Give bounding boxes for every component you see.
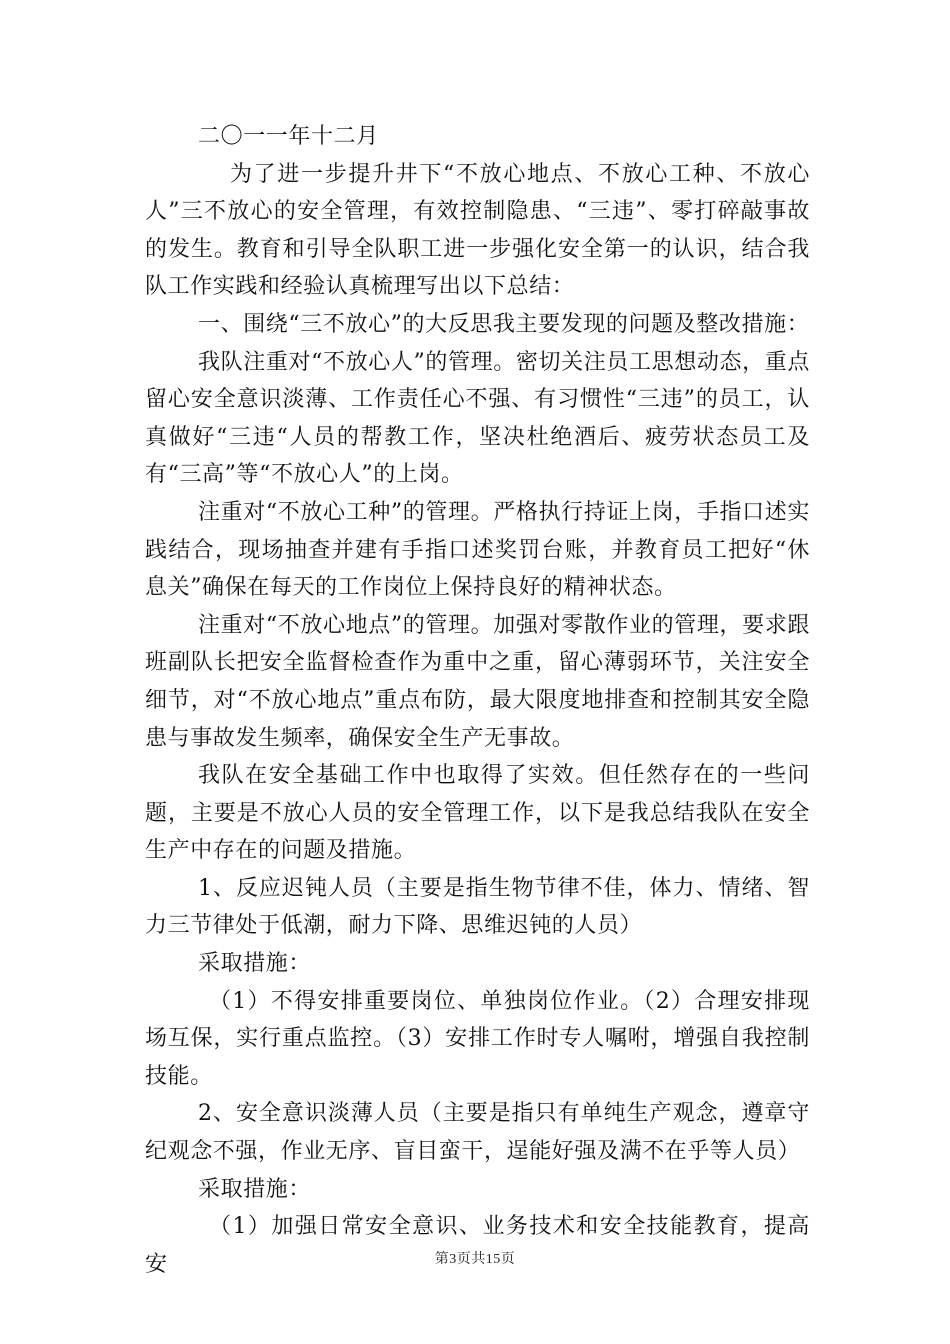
measures-label: 采取措施： bbox=[198, 1176, 312, 1202]
measures-text: （1）加强日常安全意识、业务技术和安全技能教育，提高安 bbox=[145, 1214, 810, 1277]
section-heading: 一、围绕“三不放心”的大反思我主要发现的问题及整改措施： bbox=[198, 311, 810, 337]
page-footer bbox=[0, 1248, 950, 1268]
paragraph: 注重对“不放心工种”的管理。严格执行持证上岗，手指口述实践结合，现场抽查并建有手指口述奖罚台账，并教育员工把好“休息关”确保在每天的工作岗位上保持良好的精神状态。 bbox=[145, 499, 810, 601]
list-item: 1、反应迟钝人员（主要是指生物节律不佳，体力、情绪、智力三节律处于低潮，耐力下降、思维迟钝的人员） bbox=[145, 875, 810, 939]
measures-text: （1）不得安排重要岗位、单独岗位作业。（2）合理安排现场互保，实行重点监控。（3）安排工作时专人嘱咐，增强自我控制技能。 bbox=[145, 988, 810, 1089]
paragraph: 我队注重对“不放心人”的管理。密切关注员工思想动态，重点留心安全意识淡薄、工作责任心不强、有习惯性“三违”的员工，认真做好“三违“人员的帮教工作，坚决杜绝酒后、疲劳状态员工及有“三高”等“不放心人”的上岗。 bbox=[145, 349, 810, 488]
intro-paragraph: 为了进一步提升井下“不放心地点、不放心工种、不放心人”三不放心的安全管理，有效控制隐患、“三违”、零打碎敲事故的发生。教育和引导全队职工进一步强化安全第一的认识，结合我队工作实践和经验认真梳理写出以下总结： bbox=[145, 161, 810, 300]
page-number: 第3页共15页 bbox=[434, 1252, 516, 1267]
document-body bbox=[145, 118, 810, 1283]
list-item: 2、安全意识淡薄人员（主要是指只有单纯生产观念，遵章守纪观念不强，作业无序、盲目蛮干，逞能好强及满不在乎等人员） bbox=[145, 1101, 810, 1165]
paragraph: 我队在安全基础工作中也取得了实效。但任然存在的一些问题，主要是不放心人员的安全管理工作，以下是我总结我队在安全生产中存在的问题及措施。 bbox=[145, 763, 810, 864]
paragraph: 注重对“不放心地点”的管理。加强对零散作业的管理，要求跟班副队长把安全监督检查作为重中之重，留心薄弱环节，关注安全细节，对“不放心地点”重点布防，最大限度地排查和控制其安全隐患与事故发生频率，确保安全生产无事故。 bbox=[145, 612, 810, 751]
measures-label: 采取措施： bbox=[198, 951, 312, 977]
date-line: 二〇一一年十二月 bbox=[198, 124, 379, 149]
